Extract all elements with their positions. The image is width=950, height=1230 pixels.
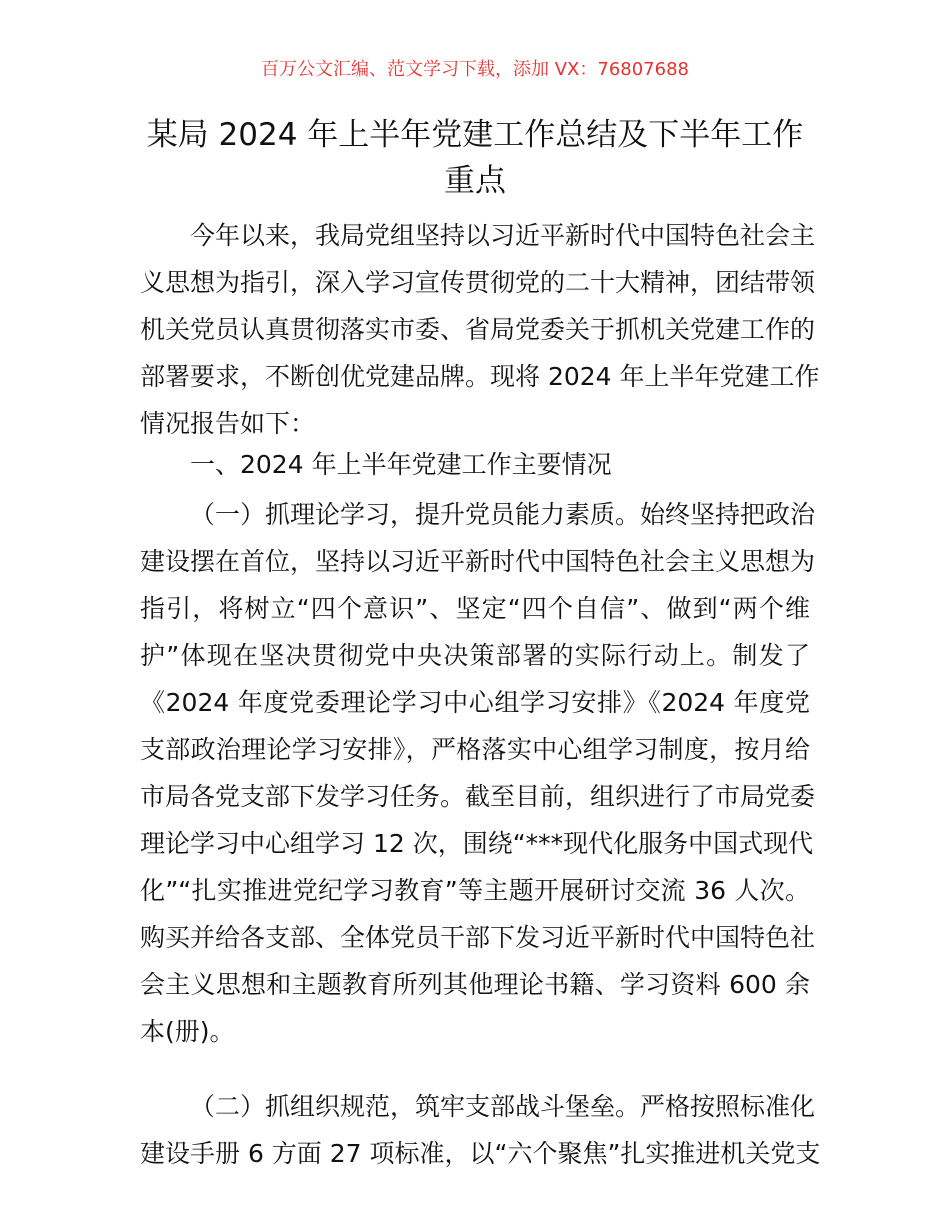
text-line: 建设手册 6 方面 27 项标准，以“六个聚焦”扎实推进机关党支: [140, 1139, 821, 1168]
text-line: 今年以来，我局党组坚持以习近平新时代中国特色社会主: [190, 221, 816, 250]
text-line: （二）抓组织规范，筑牢支部战斗堡垒。严格按照标准化: [190, 1092, 816, 1121]
text-line: 《2024 年度党委理论学习中心组学习安排》《2024 年度党: [140, 688, 810, 717]
text-line: 会主义思想和主题教育所列其他理论书籍、学习资料 600 余: [140, 970, 810, 999]
text-line: 理论学习中心组学习 12 次，围绕“***现代化服务中国式现代: [140, 829, 814, 858]
text-line: 一、2024 年上半年党建工作主要情况: [190, 450, 612, 479]
text-line: 部署要求，不断创优党建品牌。现将 2024 年上半年党建工作: [140, 362, 820, 391]
text-line: 护”体现在坚决贯彻党中央决策部署的实际行动上。制发了: [140, 641, 810, 670]
text-line: 市局各党支部下发学习任务。截至目前，组织进行了市局党委: [140, 782, 816, 811]
document-title: [130, 112, 820, 204]
text-line: 指引，将树立“四个意识”、坚定“四个自信”、做到“两个维: [140, 594, 810, 623]
text-line: 本(册)。: [140, 1017, 235, 1046]
title-line-2: 重点: [444, 163, 506, 199]
title-line-1: 某局 2024 年上半年党建工作总结及下半年工作: [146, 117, 804, 153]
text-line: 机关党员认真贯彻落实市委、省局党委关于抓机关党建工作的: [140, 315, 816, 344]
text-line: 义思想为指引，深入学习宣传贯彻党的二十大精神，团结带领: [140, 268, 816, 297]
watermark-banner: 百万公文汇编、范文学习下载，添加 VX：76807688: [261, 59, 689, 80]
text-line: 购买并给各支部、全体党员干部下发习近平新时代中国特色社: [140, 923, 816, 952]
text-line: 建设摆在首位，坚持以习近平新时代中国特色社会主义思想为: [140, 547, 816, 576]
text-line: 支部政治理论学习安排》，严格落实中心组学习制度，按月给: [140, 735, 810, 764]
text-line: 化”“扎实推进党纪学习教育”等主题开展研讨交流 36 人次。: [140, 876, 810, 905]
text-line: 情况报告如下：: [140, 409, 316, 438]
text-line: （一）抓理论学习，提升党员能力素质。始终坚持把政治: [190, 500, 816, 529]
